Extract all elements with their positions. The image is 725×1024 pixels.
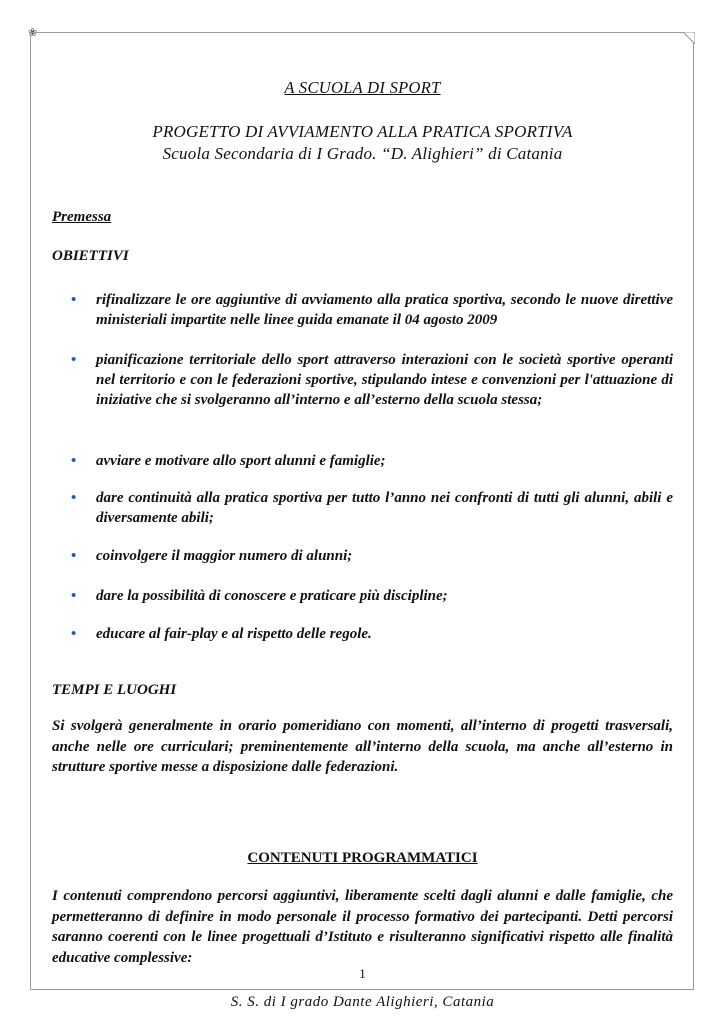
list-item xyxy=(52,350,674,430)
bullet-icon: • xyxy=(71,490,77,506)
document-title: A SCUOLA DI SPORT xyxy=(284,78,441,97)
list-item xyxy=(52,586,674,606)
bullet-icon: • xyxy=(71,626,77,642)
list-item-text: dare la possibilità di conoscere e praticare più discipline; xyxy=(96,588,448,604)
bullet-icon: • xyxy=(71,453,77,469)
page-number: 1 xyxy=(359,966,366,981)
list-item xyxy=(52,624,674,644)
bullet-icon: • xyxy=(71,588,77,604)
list-item-text: pianificazione territoriale dello sport attraverso interazioni con le società sportive operanti nel territorio e con le federazioni sportive, stipulando intese e convenzioni per l'attuazione di iniziative che si svolgeranno all’interno e all’esterno della scuola stessa; xyxy=(96,352,673,408)
list-item xyxy=(52,488,674,528)
bullet-icon: • xyxy=(71,548,77,564)
document-corner-icon: ❀ xyxy=(28,27,38,39)
project-subtitle xyxy=(0,121,725,165)
subtitle-line-1: PROGETTO DI AVVIAMENTO ALLA PRATICA SPORTIVA xyxy=(152,122,573,141)
subtitle-line-2: Scuola Secondaria di I Grado. “D. Alighieri” di Catania xyxy=(162,144,563,163)
list-item-text: educare al fair-play e al rispetto delle regole. xyxy=(96,626,372,642)
list-item-text: rifinalizzare le ore aggiuntive di avviamento alla pratica sportiva, secondo le nuove direttive ministeriali impartite nelle linee guida emanate il 04 agosto 2009 xyxy=(96,292,673,328)
list-item-text: dare continuità alla pratica sportiva per tutto l’anno nei confronti di tutti gli alunni, abili e diversamente abili; xyxy=(96,490,673,526)
list-item xyxy=(52,290,674,330)
page-footer: S. S. di I grado Dante Alighieri, Catania xyxy=(230,994,495,1010)
page-fold-icon xyxy=(683,32,695,44)
tempi-paragraph: Si svolgerà generalmente in orario pomeridiano con momenti, all’interno di progetti trasversali, anche nelle ore curriculari; preminentemente all’interno della scuola, ma anche all’esterno in strutture sportive messe a disposizione dalle federazioni. xyxy=(52,718,673,775)
section-tempi-e-luoghi: TEMPI E LUOGHI xyxy=(52,682,177,698)
section-premessa: Premessa xyxy=(52,209,112,225)
section-contenuti: CONTENUTI PROGRAMMATICI xyxy=(247,850,478,866)
list-item xyxy=(52,546,674,566)
list-item xyxy=(52,451,674,471)
bullet-icon: • xyxy=(71,292,77,308)
section-obiettivi: OBIETTIVI xyxy=(52,248,129,264)
list-item-text: coinvolgere il maggior numero di alunni; xyxy=(96,548,353,564)
bullet-icon: • xyxy=(71,352,77,368)
contenuti-paragraph: I contenuti comprendono percorsi aggiuntivi, liberamente scelti dagli alunni e dalle famiglie, che permetteranno di definire in modo personale il processo formativo dei partecipanti. Detti percorsi saranno coerenti con le linee progettuali d’Istituto e risulteranno significativi rispetto alle finalità educative complessive: xyxy=(52,888,673,966)
list-item-text: avviare e motivare allo sport alunni e famiglie; xyxy=(96,453,386,469)
